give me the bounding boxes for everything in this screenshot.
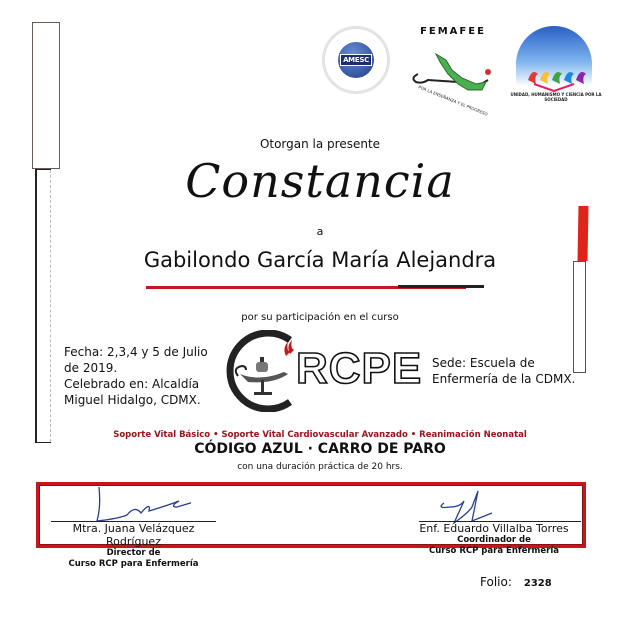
course-name: CÓDIGO AZUL · CARRO DE PARO [194,441,446,457]
rcpe-logo: RCPE [224,330,414,412]
connector-text: a [316,225,324,238]
folio [480,575,552,589]
intro-text: Otorgan la presente [259,137,381,151]
flames-icon [506,62,602,92]
femafee-title: FEMAFEE [420,26,486,37]
signature-scribble-left [71,485,191,525]
name-underline-black [398,285,484,288]
participation-text: por su participación en el curso [241,312,399,323]
folio-label: Folio: [480,575,512,589]
signature-scribble-right [434,485,514,525]
course-subtitle: Soporte Vital Básico • Soporte Vital Cardiovascular Avanzado • Reanimación Neonatal [113,430,527,440]
date-location-block: Fecha: 2,3,4 y 5 de Julio de 2019. Celebrado en: Alcaldía Miguel Hidalgo, CDMX. [64,345,208,407]
signature-left: Mtra. Juana Velázquez Rodríguez Director de Curso RCP para Enfermería [68,522,199,569]
amesc-globe-icon: AMESC [338,42,374,78]
venue-block: Sede: Escuela de Enfermería de la CDMX. [432,356,576,386]
folio-number: 2328 [523,578,552,589]
decorative-bar-left-bottom [35,169,51,443]
recipient-name: Gabilondo García María Alejandra [143,248,497,272]
certificate-title: Constancia [185,154,455,208]
amesc-logo [322,26,390,94]
course-duration: con una duración práctica de 20 hrs. [237,462,403,472]
decorative-dashed-line [50,170,51,442]
femafee-logo: FEMAFEE POR LA ENSEÑANZA Y EL PROGRESO [408,22,498,112]
signature-box [36,482,586,569]
federacion-logo: UNIDAD, HUMANISMO Y CIENCIA POR LA SOCIEDAD [506,20,602,110]
signature-right: Enf. Eduardo Villalba Torres Coordinador de Curso RCP para Enfermería [419,522,569,556]
